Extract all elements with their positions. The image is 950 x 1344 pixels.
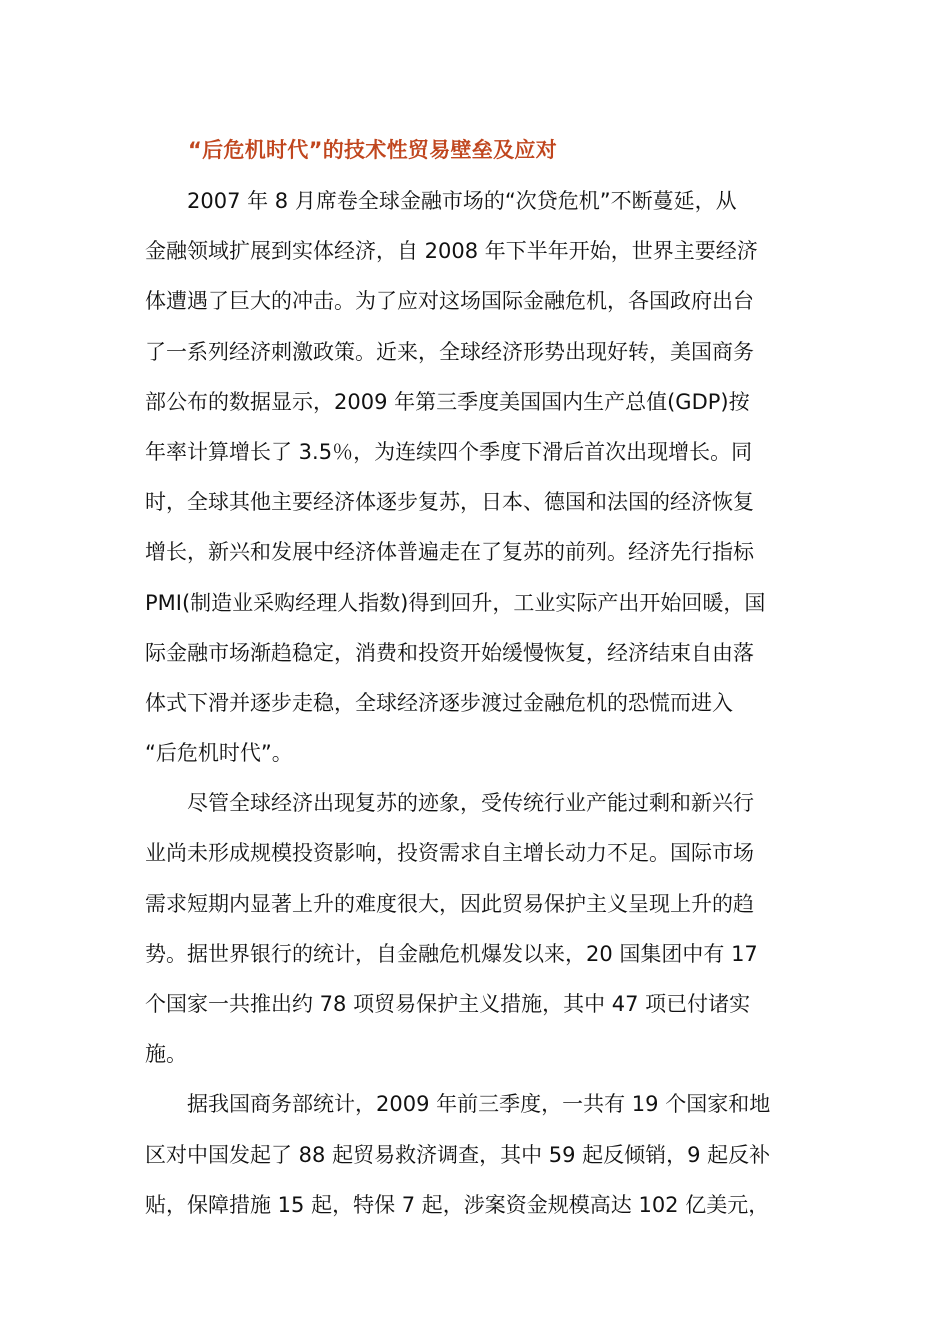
body-line: 金融领域扩展到实体经济，自 2008 年下半年开始，世界主要经济	[145, 239, 758, 264]
document-body	[145, 176, 807, 1230]
body-line: “后危机时代”。	[145, 741, 293, 766]
body-line: 际金融市场渐趋稳定，消费和投资开始缓慢恢复，经济结束自由落	[145, 640, 754, 665]
body-line: 尽管全球经济出现复苏的迹象，受传统行业产能过剩和新兴行	[187, 791, 754, 816]
body-line: 个国家一共推出约 78 项贸易保护主义措施，其中 47 项已付诸实	[145, 992, 751, 1016]
body-line: 需求短期内显著上升的难度很大，因此贸易保护主义呈现上升的趋	[145, 891, 754, 916]
body-line: 施。	[145, 1042, 187, 1067]
body-line: 部公布的数据显示，2009 年第三季度美国国内生产总值(GDP)按	[145, 389, 750, 414]
body-line: 势。据世界银行的统计，自金融危机爆发以来，20 国集团中有 17	[145, 941, 758, 966]
document-title: “后危机时代”的技术性贸易壁垒及应对	[188, 138, 558, 162]
body-line: PMI(制造业采购经理人指数)得到回升，工业实际产出开始回暖，国	[145, 590, 766, 615]
body-line: 年率计算增长了 3.5％，为连续四个季度下滑后首次出现增长。同	[145, 439, 753, 464]
body-line: 据我国商务部统计，2009 年前三季度，一共有 19 个国家和地	[187, 1092, 771, 1117]
body-line: 增长，新兴和发展中经济体普遍走在了复苏的前列。经济先行指标	[145, 540, 754, 565]
body-line: 区对中国发起了 88 起贸易救济调查，其中 59 起反倾销，9 起反补	[145, 1142, 771, 1167]
body-line: 贴，保障措施 15 起，特保 7 起，涉案资金规模高达 102 亿美元，	[145, 1192, 770, 1217]
body-line: 业尚未形成规模投资影响，投资需求自主增长动力不足。国际市场	[145, 841, 754, 866]
body-line: 体遭遇了巨大的冲击。为了应对这场国际金融危机，各国政府出台	[145, 289, 754, 314]
body-line: 了一系列经济刺激政策。近来，全球经济形势出现好转，美国商务	[145, 339, 754, 364]
body-line: 2007 年 8 月席卷全球金融市场的“次贷危机”不断蔓延，从	[187, 189, 737, 213]
body-line: 时，全球其他主要经济体逐步复苏，日本、德国和法国的经济恢复	[145, 490, 754, 515]
body-line: 体式下滑并逐步走稳，全球经济逐步渡过金融危机的恐慌而进入	[145, 690, 733, 715]
